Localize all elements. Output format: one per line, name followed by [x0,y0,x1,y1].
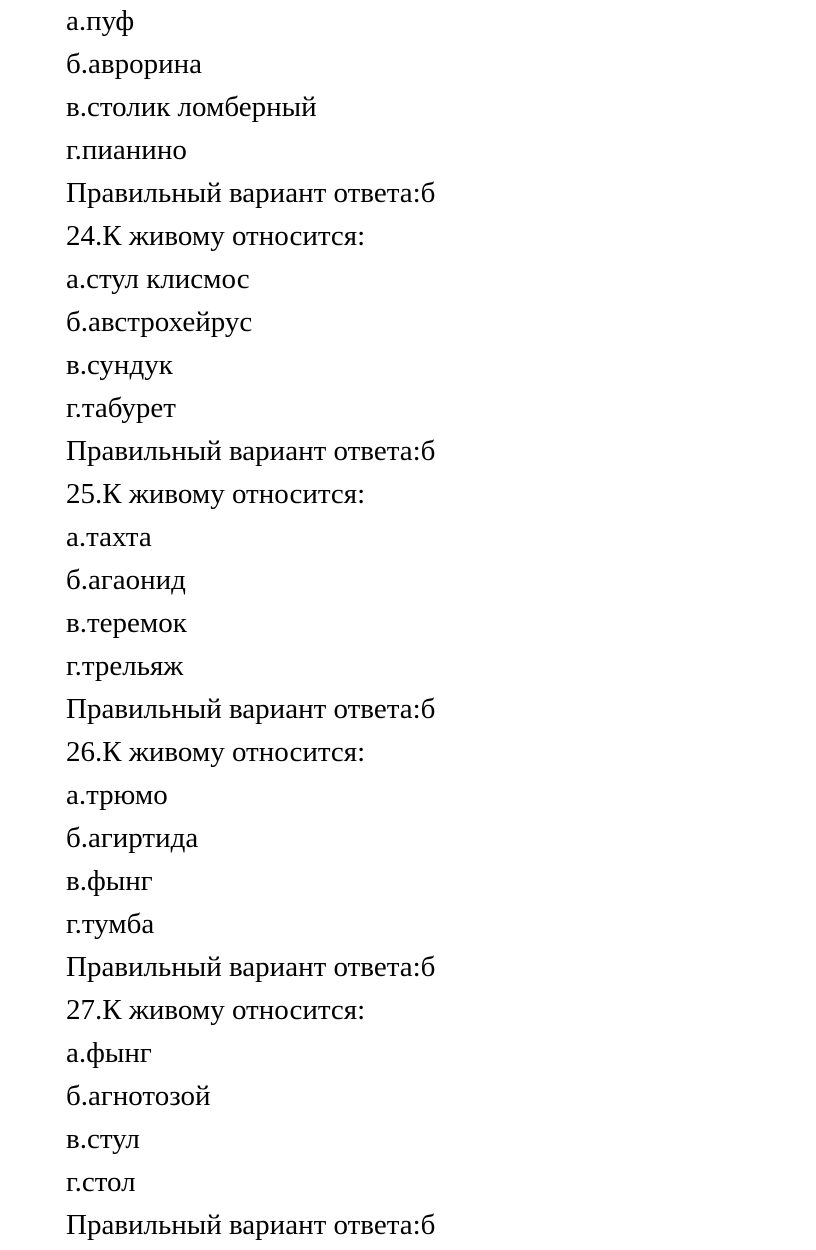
question-26: 26.К живому относится: [66,736,366,768]
question-27: 27.К живому относится: [66,994,366,1026]
option-a: а.фынг [66,1037,152,1069]
option-g: г.тумба [66,908,155,940]
option-a: а.тахта [66,521,152,553]
option-a: а.трюмо [66,779,168,811]
option-g: г.трельяж [66,650,184,682]
option-a-puf: а.пуф [66,5,135,37]
answer-line: Правильный вариант ответа:б [66,1209,436,1241]
answer-line: Правильный вариант ответа:б [66,693,436,725]
answer-line: Правильный вариант ответа:б [66,951,436,983]
option-v-stolik: в.столик ломберный [66,91,317,123]
question-24: 24.К живому относится: [66,220,366,252]
option-b: б.австрохейрус [66,306,253,338]
question-25: 25.К живому относится: [66,478,366,510]
option-g: г.стол [66,1166,136,1198]
option-g: г.табурет [66,392,176,424]
document-page [66,0,806,1247]
option-v: в.стул [66,1123,140,1155]
option-v: в.теремок [66,607,187,639]
answer-line: Правильный вариант ответа:б [66,177,436,209]
option-b: б.агиртида [66,822,199,854]
answer-line: Правильный вариант ответа:б [66,435,436,467]
option-g-pianino: г.пианино [66,134,187,166]
option-b: б.агаонид [66,564,186,596]
option-a: а.стул клисмос [66,263,250,295]
option-v: в.сундук [66,349,173,381]
option-b: б.агнотозой [66,1080,211,1112]
option-v: в.фынг [66,865,153,897]
option-b-avrorina: б.аврорина [66,48,202,80]
